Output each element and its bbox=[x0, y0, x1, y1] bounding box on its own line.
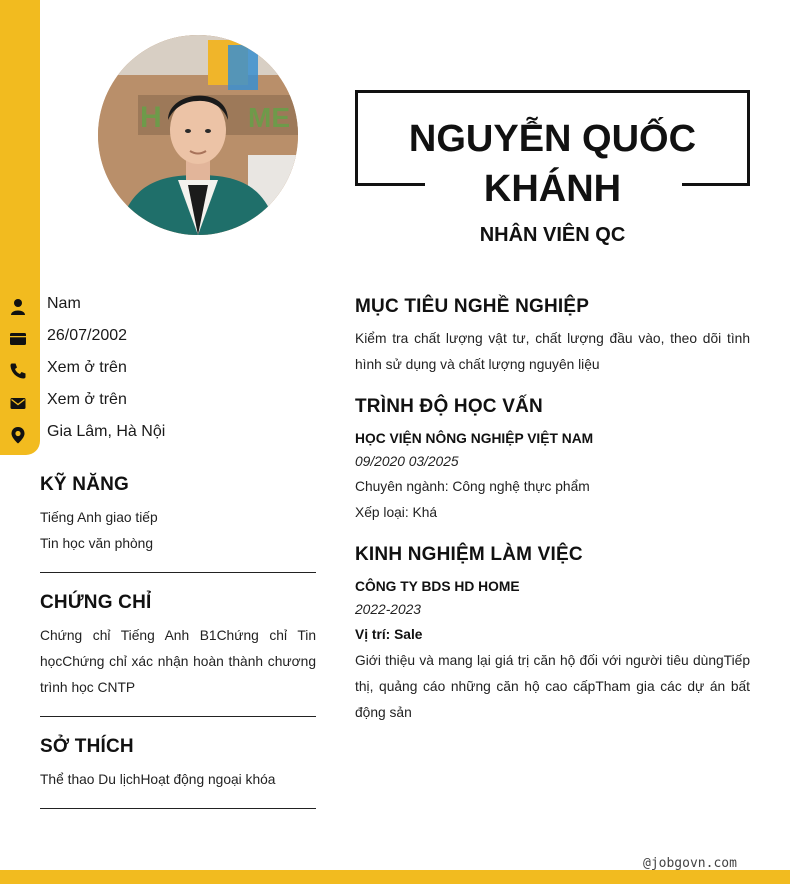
phone-icon bbox=[9, 362, 27, 380]
divider bbox=[40, 572, 316, 573]
contact-gender-text: Nam bbox=[47, 295, 81, 312]
contact-phone bbox=[0, 356, 300, 386]
hobbies-title: SỞ THÍCH bbox=[40, 736, 134, 757]
calendar-icon bbox=[9, 330, 27, 348]
skills-list bbox=[40, 505, 316, 557]
contact-phone-text: Xem ở trên bbox=[47, 359, 127, 376]
svg-text:H: H bbox=[140, 101, 162, 134]
profile-photo-illustration bbox=[98, 35, 298, 235]
candidate-job-title: NHÂN VIÊN QC bbox=[479, 224, 626, 246]
skills-title: KỸ NĂNG bbox=[40, 474, 130, 495]
certificates-title: CHỨNG CHỈ bbox=[40, 592, 152, 613]
objective-text: Kiểm tra chất lượng vật tư, chất lượng đầu vào, theo dõi tình hình sử dụng và chất lượng nguyên liệu bbox=[355, 331, 750, 372]
contact-birthday bbox=[0, 324, 300, 354]
education-title: TRÌNH ĐỘ HỌC VẤN bbox=[355, 396, 543, 417]
experience-description: Giới thiệu và mang lại giá trị căn hộ đối với người tiêu dùngTiếp thị, quảng cáo những căn hộ cao cấpTham gia các dự án bất động sản bbox=[355, 653, 750, 720]
contact-gender bbox=[0, 292, 300, 322]
skill-item: Tin học văn phòng bbox=[40, 536, 154, 551]
candidate-name: NGUYỄN QUỐC KHÁNH bbox=[408, 118, 697, 210]
education-period: 09/2020 03/2025 bbox=[355, 454, 459, 469]
education-major: Chuyên ngành: Công nghệ thực phẩm bbox=[355, 479, 590, 494]
mail-icon bbox=[9, 394, 27, 412]
education-rank: Xếp loại: Khá bbox=[355, 505, 438, 520]
contact-birthday-text: 26/07/2002 bbox=[47, 327, 128, 344]
objective-title: MỤC TIÊU NGHỀ NGHIỆP bbox=[355, 296, 590, 317]
svg-text:ME: ME bbox=[248, 102, 290, 133]
divider bbox=[40, 716, 316, 717]
experience-position: Vị trí: Sale bbox=[355, 627, 423, 642]
skill-item: Tiếng Anh giao tiếp bbox=[40, 510, 158, 525]
education-school: HỌC VIỆN NÔNG NGHIỆP VIỆT NAM bbox=[355, 431, 594, 446]
contact-address bbox=[0, 420, 300, 450]
location-pin-icon bbox=[9, 426, 27, 444]
person-icon bbox=[9, 298, 27, 316]
experience-company: CÔNG TY BDS HD HOME bbox=[355, 579, 520, 594]
profile-photo bbox=[98, 35, 298, 235]
certificates-text: Chứng chỉ Tiếng Anh B1Chứng chỉ Tin họcChứng chỉ xác nhận hoàn thành chương trình học CNTP bbox=[40, 628, 316, 695]
left-accent-bar bbox=[0, 0, 40, 455]
contact-email-text: Xem ở trên bbox=[47, 391, 127, 408]
experience-period: 2022-2023 bbox=[355, 602, 421, 617]
watermark: @jobgovn.com bbox=[643, 856, 737, 871]
hobbies-text: Thể thao Du lịchHoạt động ngoại khóa bbox=[40, 772, 276, 787]
experience-title: KINH NGHIỆM LÀM VIỆC bbox=[355, 544, 583, 565]
divider bbox=[40, 808, 316, 809]
bottom-accent-bar bbox=[0, 870, 790, 884]
contact-email bbox=[0, 388, 300, 418]
contact-address-text: Gia Lâm, Hà Nội bbox=[47, 423, 166, 440]
